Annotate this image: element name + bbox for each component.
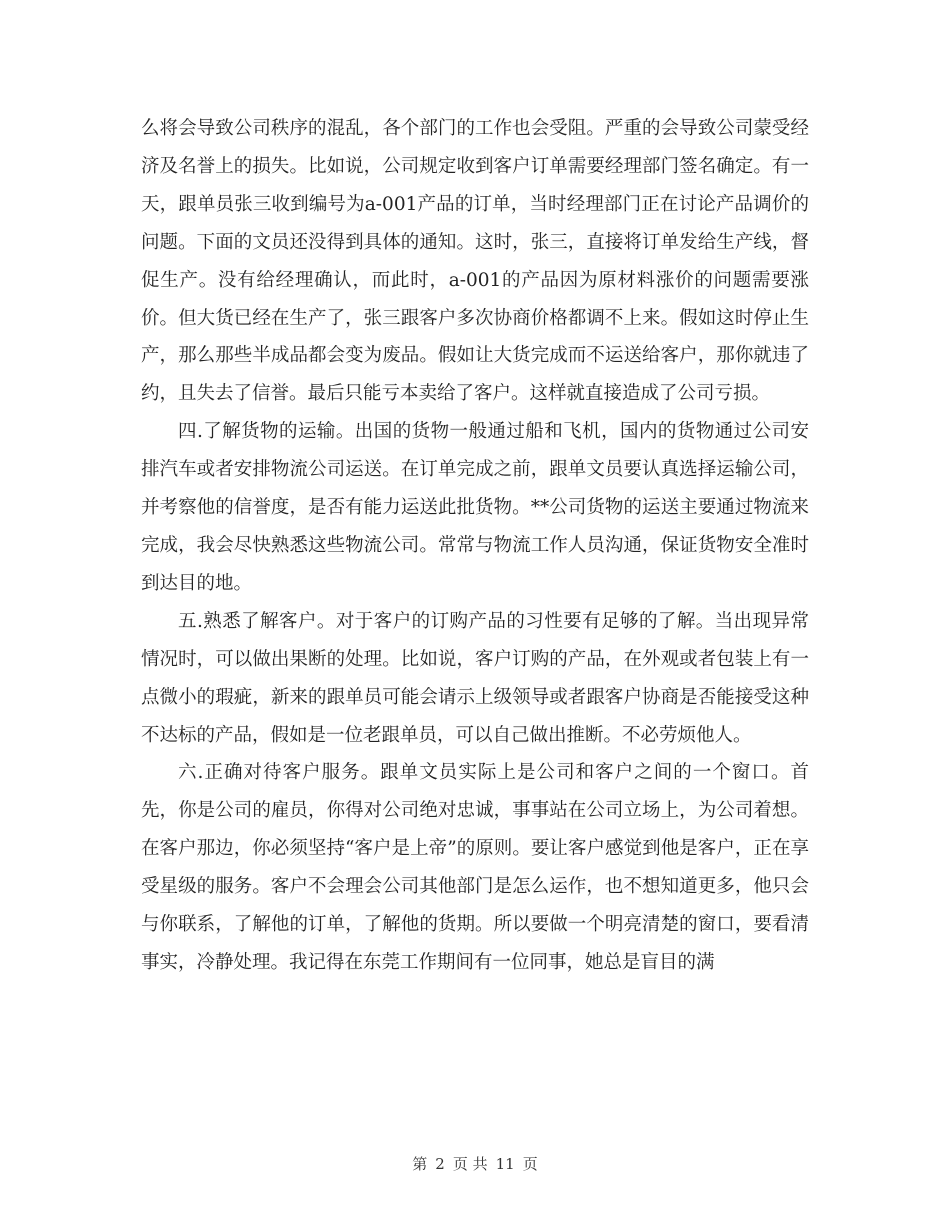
footer-middle: 页 共	[452, 1155, 488, 1173]
paragraph-section-4: 四.了解货物的运输。出国的货物一般通过船和飞机，国内的货物通过公司安排汽车或者安排物流公司运送。在订单完成之前，跟单文员要认真选择运输公司，并考察他的信誉度，是否有能力运送此批货物。**公司货物的运送主要通过物流来完成，我会尽快熟悉这些物流公司。常常与物流工作人员沟通，保证货物安全准时到达目的地。	[141, 421, 809, 594]
paragraph-section-6: 六.正确对待客户服务。跟单文员实际上是公司和客户之间的一个窗口。首先，你是公司的雇员，你得对公司绝对忠诚，事事站在公司立场上，为公司着想。在客户那边，你必须坚持“客户是上帝”的原则。要让客户感觉到他是客户，正在享受星级的服务。客户不会理会公司其他部门是怎么运作，也不想知道更多，他只会与你联系，了解他的订单，了解他的货期。所以要做一个明亮清楚的窗口，要看清事实，冷静处理。我记得在东莞工作期间有一位同事，她总是盲目的满	[141, 762, 809, 973]
footer-prefix: 第	[412, 1155, 428, 1173]
paragraph-continuation: 么将会导致公司秩序的混乱，各个部门的工作也会受阻。严重的会导致公司蒙受经济及名誉上的损失。比如说，公司规定收到客户订单需要经理部门签名确定。有一天，跟单员张三收到编号为a-001产品的订单，当时经理部门正在讨论产品调价的问题。下面的文员还没得到具体的通知。这时，张三，直接将订单发给生产线，督促生产。没有给经理确认，而此时，a-001的产品因为原材料涨价的问题需要涨价。但大货已经在生产了，张三跟客户多次协商价格都调不上来。假如这时停止生产，那么那些半成品都会变为废品。假如让大货完成而不运送给客户，那你就违了约，且失去了信誉。最后只能亏本卖给了客户。这样就直接造成了公司亏损。	[141, 118, 809, 405]
footer-suffix: 页	[522, 1155, 538, 1173]
current-page-number: 2	[435, 1155, 445, 1173]
paragraph-section-5: 五.熟悉了解客户。对于客户的订购产品的习性要有足够的了解。当出现异常情况时，可以做出果断的处理。比如说，客户订购的产品，在外观或者包装上有一点微小的瑕疵，新来的跟单员可能会请示上级领导或者跟客户协商是否能接受这种不达标的产品，假如是一位老跟单员，可以自己做出推断。不必劳烦他人。	[141, 610, 809, 746]
document-body	[141, 110, 809, 982]
total-pages-number: 11	[495, 1155, 515, 1173]
page-footer	[0, 1152, 950, 1176]
